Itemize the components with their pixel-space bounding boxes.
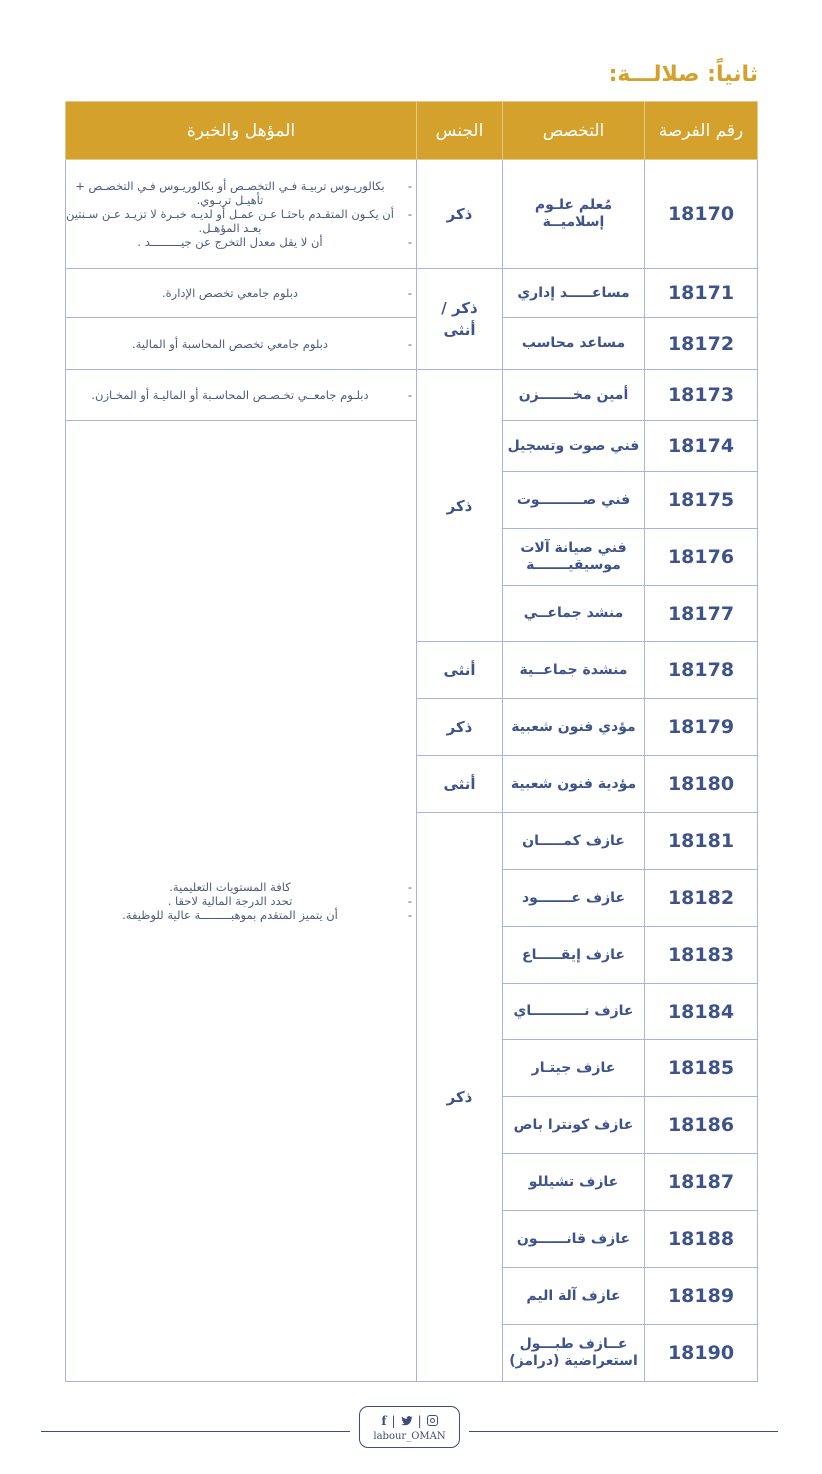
opportunity-number: 18190: [645, 1325, 758, 1382]
specialization: أمين مخـــــــزن: [503, 370, 645, 421]
specialization: عــازف طبـــول استعراضية (درامز): [503, 1325, 645, 1382]
header-gender: الجنس: [417, 102, 503, 160]
opportunity-number: 18171: [645, 269, 758, 318]
qualification-cell: [66, 318, 417, 370]
opportunity-number: 18187: [645, 1154, 758, 1211]
qualification-item: - أن يكـون المتقـدم باحثـا عـن عمـل أو لديـه خبـرة لا تزيـد عـن سـنتين بعـد المؤهـل.: [66, 207, 416, 235]
footer-divider-right: [469, 1431, 778, 1432]
specialization: فني صيانة آلات موسيقيـــــــة: [503, 529, 645, 586]
specialization: عازف تشيللو: [503, 1154, 645, 1211]
specialization: مؤدية فنون شعبية: [503, 756, 645, 813]
table-row: [66, 269, 758, 318]
table-row: [66, 318, 758, 370]
specialization: عازف كمـــــان: [503, 813, 645, 870]
specialization: عازف كونترا باص: [503, 1097, 645, 1154]
specialization: مساعـــــد إداري: [503, 269, 645, 318]
specialization: فني صـــــــــوت: [503, 472, 645, 529]
opportunity-number: 18183: [645, 927, 758, 984]
opportunity-number: 18174: [645, 421, 758, 472]
qualification-list: [66, 179, 416, 249]
facebook-icon[interactable]: f: [381, 1414, 387, 1428]
header-specialization: التخصص: [503, 102, 645, 160]
gender-cell: أنثى: [417, 642, 503, 699]
specialization: مؤدي فنون شعبية: [503, 699, 645, 756]
qualification-item: - بكالوريـوس تربيـة فـي التخصـص أو بكالوريـوس فـي التخصـص + تأهيـل تربـوي.: [66, 179, 416, 207]
opportunity-number: 18180: [645, 756, 758, 813]
twitter-icon[interactable]: [401, 1414, 413, 1428]
social-handle[interactable]: labour_OMAN: [373, 1431, 446, 1442]
gender-cell: ذكر: [417, 813, 503, 1382]
opportunity-number: 18176: [645, 529, 758, 586]
opportunity-number: 18172: [645, 318, 758, 370]
opportunity-number: 18170: [645, 160, 758, 269]
qualification-cell: [66, 160, 417, 269]
qualification-list: [66, 880, 416, 922]
social-media-badge: [359, 1406, 460, 1448]
table-row: [66, 421, 758, 472]
instagram-icon[interactable]: [427, 1415, 438, 1426]
table-row: [66, 160, 758, 269]
specialization: منشد جماعــي: [503, 586, 645, 642]
specialization: مساعد محاسب: [503, 318, 645, 370]
opportunity-number: 18175: [645, 472, 758, 529]
qualification-item: - تحدد الدرجة المالية لاحقا .: [66, 894, 416, 908]
gender-cell: ذكر: [417, 699, 503, 756]
footer-divider-left: [41, 1431, 350, 1432]
table-row: [66, 370, 758, 421]
opportunity-number: 18186: [645, 1097, 758, 1154]
specialization: عازف إيقـــــاع: [503, 927, 645, 984]
table-header-row: [66, 102, 758, 160]
opportunity-number: 18188: [645, 1211, 758, 1268]
gender-cell: أنثى: [417, 756, 503, 813]
qualification-cell: [66, 421, 417, 1382]
opportunity-number: 18185: [645, 1040, 758, 1097]
opportunity-number: 18178: [645, 642, 758, 699]
opportunity-number: 18173: [645, 370, 758, 421]
qualification-item: - دبلـوم جامعــي تخـصـص المحاسـبة أو الماليـة أو المخـازن.: [66, 388, 416, 402]
specialization: فني صوت وتسجيل: [503, 421, 645, 472]
qualification-item: - دبلوم جامعي تخصص المحاسبة أو المالية.: [66, 337, 416, 351]
opportunity-number: 18179: [645, 699, 758, 756]
gender-cell: ذكر / أنثى: [417, 269, 503, 370]
jobs-table: [65, 101, 758, 1382]
specialization: عازف آلة اليم: [503, 1268, 645, 1325]
section-title: ثانياً: صلالـــة:: [608, 62, 758, 87]
specialization: عازف جيتـار: [503, 1040, 645, 1097]
gender-cell: ذكر: [417, 370, 503, 642]
specialization: عازف نـــــــــــاي: [503, 984, 645, 1040]
specialization: منشدة جماعــية: [503, 642, 645, 699]
specialization: عازف عـــــــود: [503, 870, 645, 927]
qualification-item: - كافة المستويات التعليمية.: [66, 880, 416, 894]
qualification-list: [66, 337, 416, 351]
specialization: عازف قانــــــون: [503, 1211, 645, 1268]
gender-cell: ذكر: [417, 160, 503, 269]
header-opportunity-number: رقم الفرصة: [645, 102, 758, 160]
social-icons: [360, 1414, 459, 1428]
opportunity-number: 18181: [645, 813, 758, 870]
opportunity-number: 18184: [645, 984, 758, 1040]
qualification-item: - أن لا يقل معدل التخرج عن جيـــــــــد .: [66, 235, 416, 249]
qualification-list: [66, 388, 416, 402]
qualification-item: - أن يتميز المتقدم بموهبـــــــــة عالية للوظيفة.: [66, 908, 416, 922]
header-qualification: المؤهل والخبرة: [66, 102, 417, 160]
opportunity-number: 18189: [645, 1268, 758, 1325]
qualification-list: [66, 286, 416, 300]
icon-separator: |: [417, 1414, 422, 1428]
specialization: مُعلم علـوم إسلاميــة: [503, 160, 645, 269]
qualification-cell: [66, 370, 417, 421]
icon-separator: |: [391, 1414, 396, 1428]
qualification-cell: [66, 269, 417, 318]
opportunity-number: 18182: [645, 870, 758, 927]
qualification-item: - دبلوم جامعي تخصص الإدارة.: [66, 286, 416, 300]
opportunity-number: 18177: [645, 586, 758, 642]
